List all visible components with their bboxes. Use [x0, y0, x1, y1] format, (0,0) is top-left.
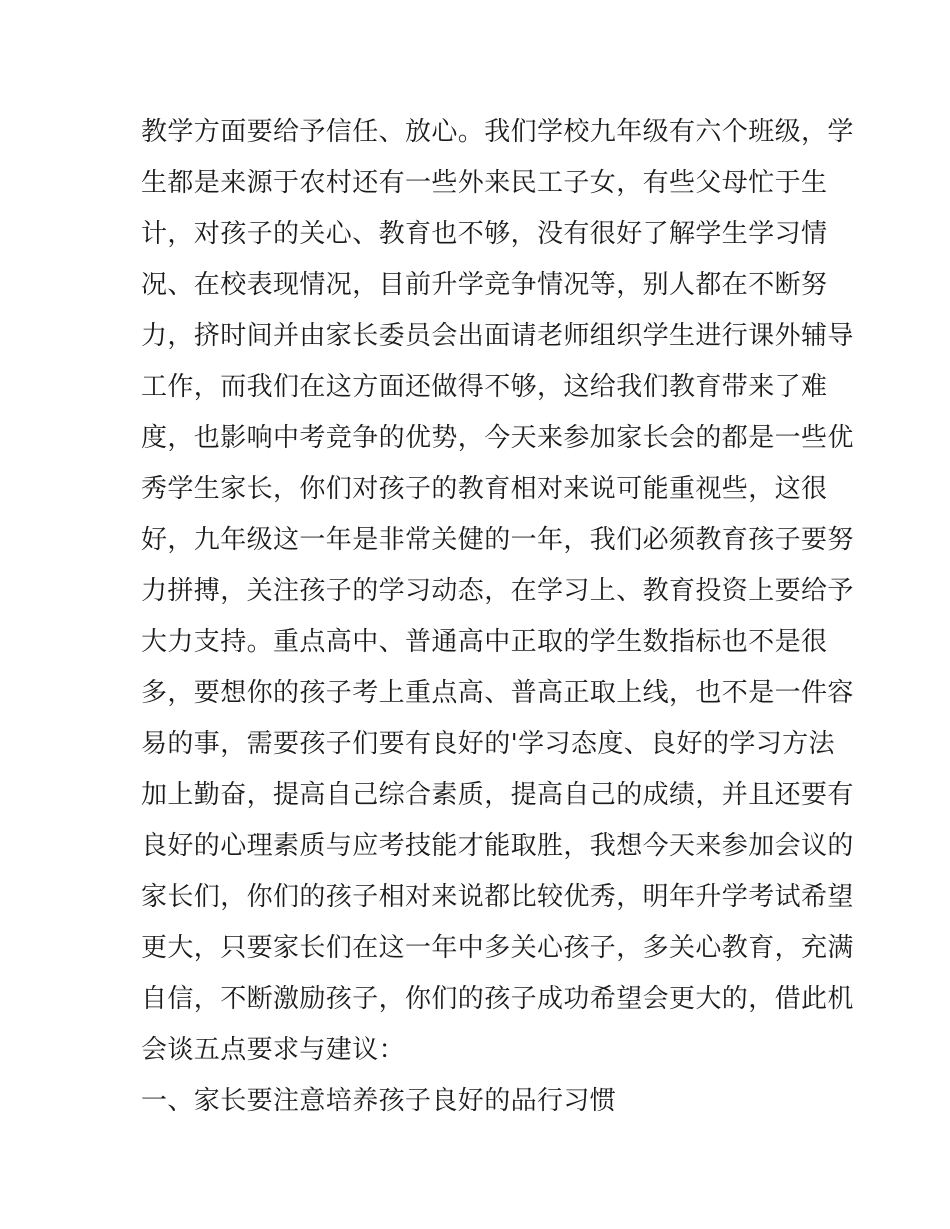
text-line: 教学方面要给予信任、放心。我们学校九年级有六个班级，学 [141, 117, 854, 147]
text-line: 良好的心理素质与应考技能才能取胜，我想今天来参加会议的 [141, 831, 854, 861]
text-line: 自信，不断激励孩子，你们的孩子成功希望会更大的，借此机 [141, 984, 854, 1014]
text-line: 加上勤奋，提高自己综合素质，提高自己的成绩，并且还要有 [141, 780, 854, 810]
section-heading: 一、家长要注意培养孩子良好的品行习惯 [141, 1086, 617, 1116]
text-line: 易的事，需要孩子们要有良好的'学习态度、良好的学习方法 [141, 729, 835, 759]
text-line: 多，要想你的孩子考上重点高、普高正取上线，也不是一件容 [141, 678, 854, 708]
text-line: 度，也影响中考竞争的优势，今天来参加家长会的都是一些优 [141, 423, 854, 453]
text-line: 生都是来源于农村还有一些外来民工子女，有些父母忙于生 [141, 168, 828, 198]
text-line: 好，九年级这一年是非常关健的一年，我们必须教育孩子要努 [141, 525, 854, 555]
text-line: 计，对孩子的关心、教育也不够，没有很好了解学生学习情 [141, 219, 828, 249]
text-line: 家长们，你们的孩子相对来说都比较优秀，明年升学考试希望 [141, 882, 854, 912]
text-line: 况、在校表现情况，目前升学竞争情况等，别人都在不断努 [141, 270, 828, 300]
text-line: 秀学生家长，你们对孩子的教育相对来说可能重视些，这很 [141, 474, 828, 504]
text-line: 力拼搏，关注孩子的学习动态，在学习上、教育投资上要给予 [141, 576, 854, 606]
text-line: 更大，只要家长们在这一年中多关心孩子，多关心教育，充满 [141, 933, 854, 963]
text-line: 工作，而我们在这方面还做得不够，这给我们教育带来了难 [141, 372, 828, 402]
body-text [141, 107, 854, 1127]
text-line: 大力支持。重点高中、普通高中正取的学生数指标也不是很 [141, 627, 828, 657]
text-line: 会谈五点要求与建议： [141, 1035, 406, 1065]
text-line: 力，挤时间并由家长委员会出面请老师组织学生进行课外辅导 [141, 321, 854, 351]
